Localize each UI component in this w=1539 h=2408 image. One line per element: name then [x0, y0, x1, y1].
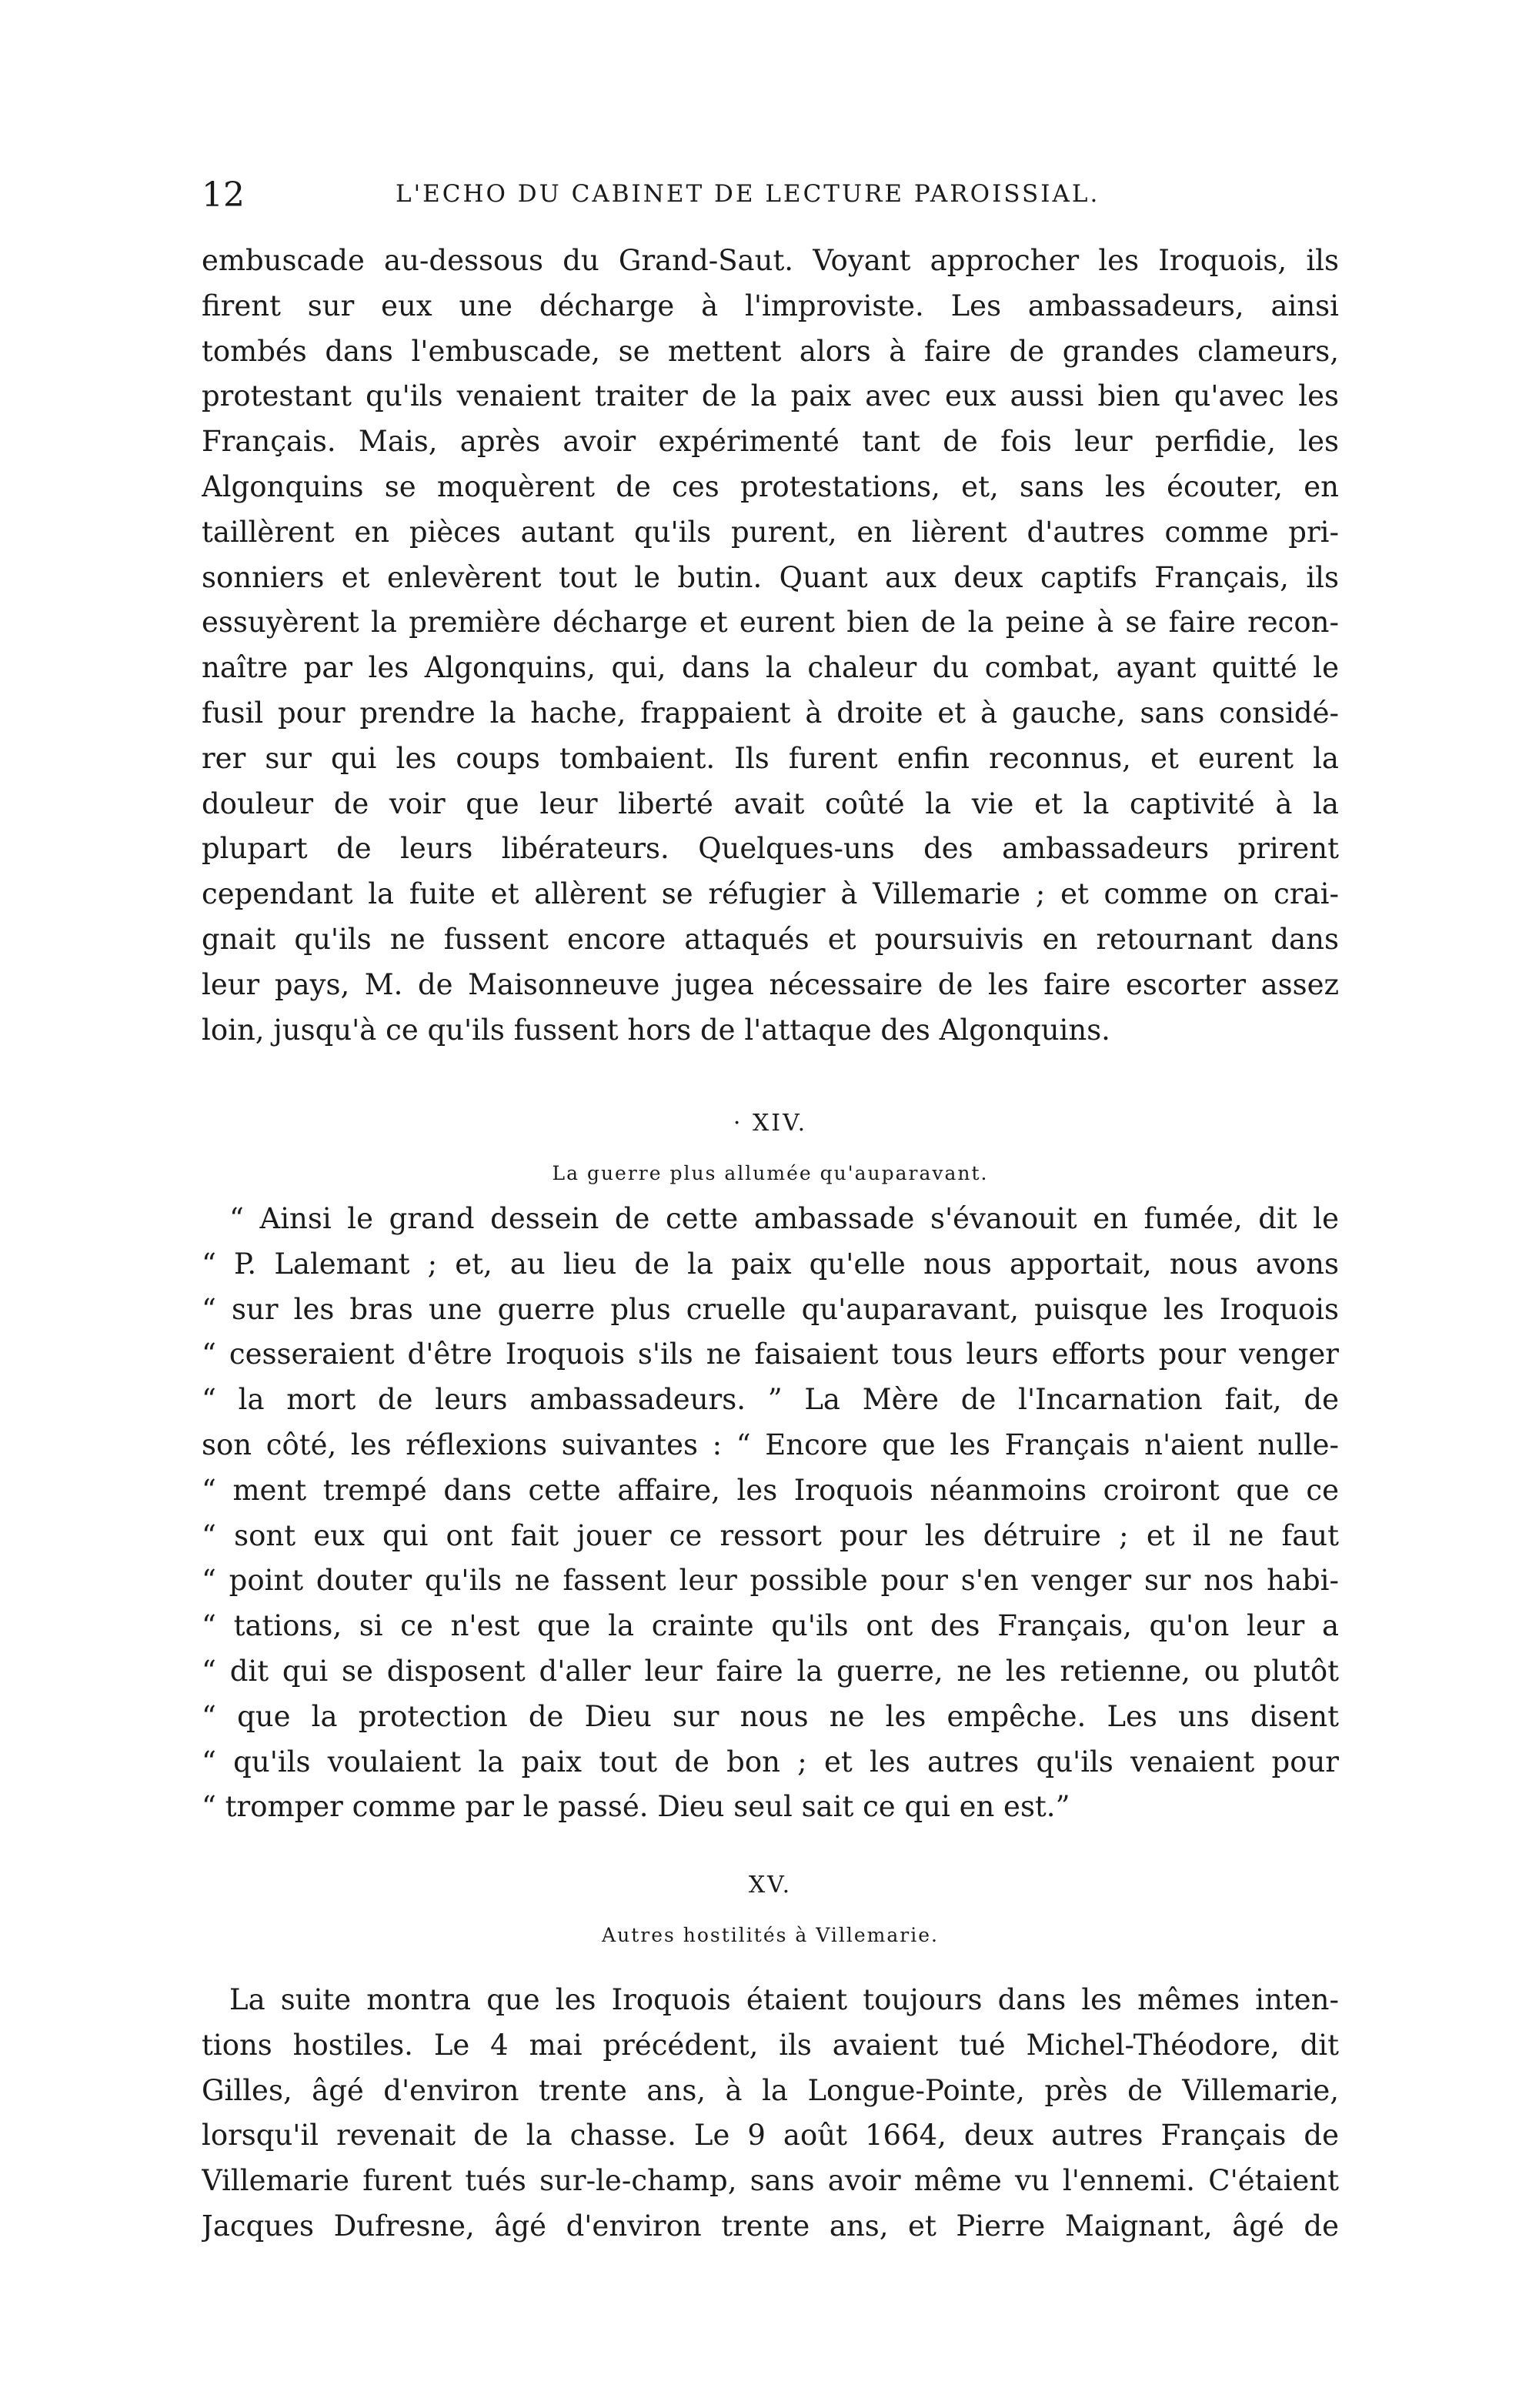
text-line: “ point douter qu'ils ne fassent leur possible pour s'en venger sur nos habi- [202, 1564, 1339, 1598]
text-line: cependant la fuite et allèrent se réfugier à Villemarie ; et comme on crai- [202, 877, 1339, 911]
paragraph-1 [202, 239, 1339, 1053]
text-line: “ ment trempé dans cette affaire, les Iroquois néanmoins croiront que ce [202, 1473, 1339, 1507]
section-numeral-xv: XV. [748, 1872, 793, 1899]
section-title-xv: Autres hostilités à Villemarie. [602, 1924, 939, 1946]
text-line: son côté, les réflexions suivantes : “ Encore que les Français n'aient nulle- [202, 1428, 1339, 1461]
text-line: Français. Mais, après avoir expérimenté tant de fois leur perfidie, les [202, 425, 1339, 459]
text-line: “ dit qui se disposent d'aller leur faire la guerre, ne les retienne, ou plutôt [202, 1654, 1339, 1688]
text-line: naître par les Algonquins, qui, dans la chaleur du combat, ayant quitté le [202, 651, 1339, 685]
text-line: Jacques Dufresne, âgé d'environ trente ans, et Pierre Maignant, âgé de [202, 2209, 1339, 2243]
text-line: tions hostiles. Le 4 mai précédent, ils avaient tué Michel-Théodore, dit [202, 2028, 1339, 2062]
text-line: loin, jusqu'à ce qu'ils fussent hors de l'attaque des Algonquins. [202, 1013, 1110, 1047]
paragraph-2 [202, 1197, 1339, 1830]
page-header [202, 175, 1339, 222]
text-line: Algonquins se moquèrent de ces protestations, et, sans les écouter, en [202, 469, 1339, 503]
text-line: La suite montra que les Iroquois étaient toujours dans les mêmes inten- [229, 1983, 1339, 2016]
text-line: fusil pour prendre la hache, frappaient à droite et à gauche, sans considé- [202, 696, 1339, 730]
text-line: plupart de leurs libérateurs. Quelques-uns des ambassadeurs prirent [202, 832, 1339, 866]
text-line: gnait qu'ils ne fussent encore attaqués et poursuivis en retournant dans [202, 922, 1339, 956]
text-line: Villemarie furent tués sur-le-champ, sans avoir même vu l'ennemi. C'étaient [202, 2164, 1339, 2198]
text-line: “ tromper comme par le passé. Dieu seul sait ce qui en est.” [202, 1790, 1070, 1824]
text-line: “ que la protection de Dieu sur nous ne les empêche. Les uns disent [202, 1699, 1339, 1733]
text-line: firent sur eux une décharge à l'improviste. Les ambassadeurs, ainsi [202, 289, 1339, 322]
page-number: 12 [202, 175, 245, 215]
text-line: douleur de voir que leur liberté avait coûté la vie et la captivité à la [202, 787, 1339, 820]
text-line: protestant qu'ils venaient traiter de la paix avec eux aussi bien qu'avec les [202, 379, 1339, 413]
text-line: essuyèrent la première décharge et eurent bien de la peine à se faire recon- [202, 606, 1339, 640]
text-line: “ qu'ils voulaient la paix tout de bon ; et les autres qu'ils venaient pour [202, 1745, 1339, 1778]
text-line: “ sur les bras une guerre plus cruelle qu'auparavant, puisque les Iroquois [202, 1292, 1339, 1326]
text-line: leur pays, M. de Maisonneuve jugea nécessaire de les faire escorter assez [202, 967, 1339, 1001]
text-line: rer sur qui les coups tombaient. Ils furent enfin reconnus, et eurent la [202, 741, 1339, 775]
text-line: tombés dans l'embuscade, se mettent alors à faire de grandes clameurs, [202, 334, 1339, 368]
section-title-xiv: La guerre plus allumée qu'auparavant. [552, 1162, 989, 1184]
text-line: lorsqu'il revenait de la chasse. Le 9 août 1664, deux autres Français de [202, 2119, 1339, 2153]
running-title: L'ECHO DU CABINET DE LECTURE PAROISSIAL. [396, 180, 1100, 208]
text-line: “ Ainsi le grand dessein de cette ambassade s'évanouit en fumée, dit le [229, 1202, 1339, 1235]
text-line: “ tations, si ce n'est que la crainte qu'ils ont des Français, qu'on leur a [202, 1609, 1339, 1643]
text-line: Gilles, âgé d'environ trente ans, à la Longue-Pointe, près de Villemarie, [202, 2073, 1339, 2107]
text-line: embuscade au-dessous du Grand-Saut. Voyant approcher les Iroquois, ils [202, 244, 1339, 277]
paragraph-3 [202, 1978, 1339, 2249]
text-line: taillèrent en pièces autant qu'ils purent, en lièrent d'autres comme pri- [202, 515, 1339, 549]
text-line: “ la mort de leurs ambassadeurs. ” La Mère de l'Incarnation fait, de [202, 1383, 1339, 1417]
section-numeral-xiv: · XIV. [733, 1110, 808, 1137]
text-line: sonniers et enlevèrent tout le butin. Quant aux deux captifs Français, ils [202, 560, 1339, 594]
text-line: “ cesseraient d'être Iroquois s'ils ne faisaient tous leurs efforts pour venger [202, 1338, 1339, 1371]
text-line: “ P. Lalemant ; et, au lieu de la paix qu'elle nous apportait, nous avons [202, 1247, 1339, 1281]
text-line: “ sont eux qui ont fait jouer ce ressort pour les détruire ; et il ne faut [202, 1518, 1339, 1552]
